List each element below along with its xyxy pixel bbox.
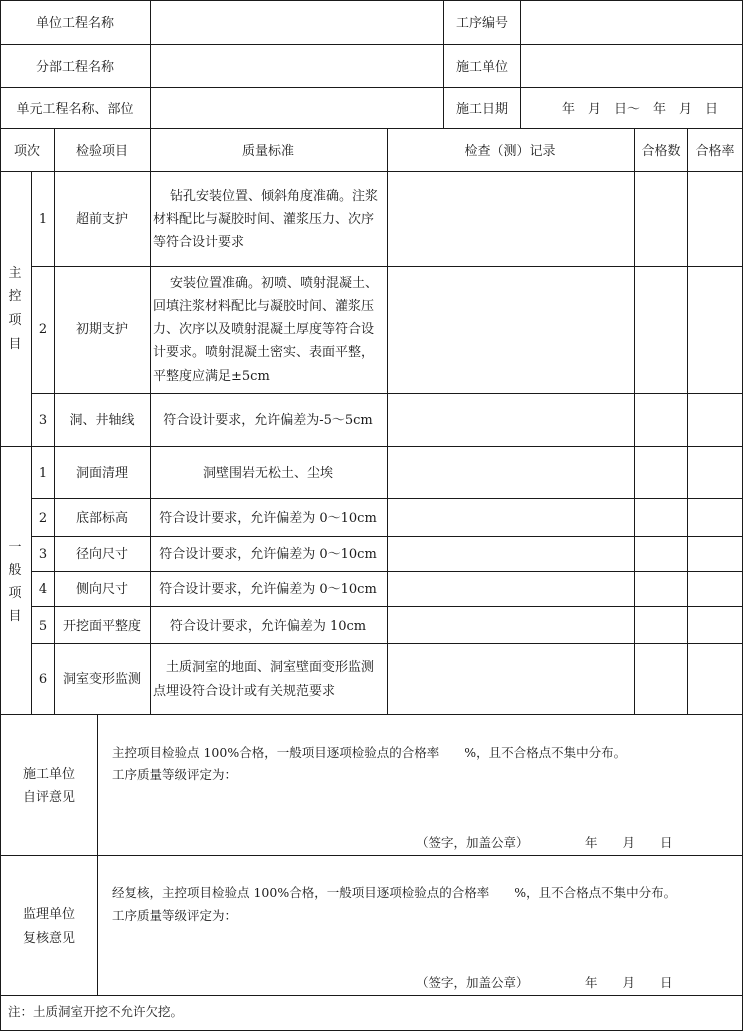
self-eval-date[interactable]: 年 月 日 — [585, 835, 673, 850]
row-no: 2 — [38, 511, 48, 526]
supervisor-eval-label: 复核意见 — [22, 931, 76, 946]
date-value[interactable]: 年 月 日～ 年 月 日 — [562, 102, 719, 117]
row-item: 侧向尺寸 — [75, 582, 129, 597]
row-standard-line: 等符合设计要求 — [153, 235, 245, 250]
main-group-char: 主 — [8, 266, 22, 281]
table-row — [39, 659, 374, 699]
table-row — [39, 581, 377, 597]
main-group-char: 项 — [8, 313, 22, 328]
row-standard-line: 钻孔安装位置、倾斜角度准确。注浆 — [170, 189, 379, 204]
self-eval-grade[interactable]: 工序质量等级评定为： — [112, 767, 238, 782]
process-no-label: 工序编号 — [455, 16, 509, 31]
supervisor-eval-section — [23, 885, 676, 990]
table-row — [39, 412, 373, 428]
row-standard-line: 力、次序以及喷射混凝土厚度等符合设 — [153, 322, 375, 337]
self-eval-text: 主控项目检验点 100%合格，一般项目逐项检验点的合格率 %，且不合格点不集中分布。 — [112, 745, 627, 760]
row-standard-line: 安装位置准确。初喷、喷射混凝土、 — [170, 276, 379, 291]
table-row — [39, 188, 378, 250]
row-no: 3 — [38, 413, 48, 428]
row-item: 超前支护 — [75, 212, 129, 227]
col-standard: 质量标准 — [241, 144, 295, 159]
row-standard-line: 符合设计要求，允许偏差为-5～5cm — [163, 413, 373, 428]
self-eval-section — [23, 745, 673, 850]
row-standard-line: 材料配比与凝胶时间、灌浆压力、次序 — [153, 212, 375, 227]
supervisor-eval-date[interactable]: 年 月 日 — [585, 975, 673, 990]
general-group-char: 般 — [8, 563, 22, 578]
row-standard-line: 符合设计要求，允许偏差为 0～10cm — [159, 511, 377, 526]
row-no: 2 — [38, 322, 48, 337]
supervisor-eval-text: 经复核，主控项目检验点 100%合格，一般项目逐项检验点的合格率 %，且不合格点不集中分布。 — [112, 885, 677, 900]
element-label: 单元工程名称、部位 — [16, 102, 134, 117]
table-row — [39, 465, 334, 481]
row-item: 底部标高 — [75, 511, 129, 526]
row-item: 初期支护 — [75, 322, 129, 337]
table-row — [39, 618, 366, 634]
main-group-char: 控 — [8, 289, 22, 304]
general-group-label — [8, 540, 22, 624]
col-item: 检验项目 — [75, 144, 129, 159]
col-pass-rate: 合格率 — [695, 144, 735, 159]
row-item: 洞室变形监测 — [62, 672, 142, 687]
unit-project-label: 单位工程名称 — [35, 16, 115, 31]
main-group-char: 目 — [8, 337, 22, 352]
row-item: 洞、井轴线 — [69, 413, 135, 428]
row-no: 1 — [38, 212, 48, 227]
row-no: 6 — [38, 672, 48, 687]
contractor-label: 施工单位 — [455, 60, 509, 75]
col-item-no: 项次 — [13, 144, 41, 159]
general-group-char: 项 — [8, 586, 22, 601]
row-standard-line: 符合设计要求，允许偏差为 10cm — [169, 619, 367, 634]
row-standard-line: 洞壁围岩无松土、尘埃 — [202, 466, 334, 481]
row-standard-line: 平整度应满足±5cm — [153, 369, 270, 384]
table-row — [39, 546, 377, 562]
division-label: 分部工程名称 — [35, 60, 115, 75]
row-item: 开挖面平整度 — [62, 619, 142, 634]
row-standard-line: 符合设计要求，允许偏差为 0～10cm — [159, 547, 377, 562]
col-record: 检查（测）记录 — [464, 144, 556, 159]
row-item: 洞面清理 — [75, 466, 129, 481]
column-headers — [14, 143, 735, 159]
self-eval-label: 自评意见 — [22, 790, 76, 805]
main-group-label — [8, 266, 22, 352]
self-eval-label: 施工单位 — [22, 767, 76, 782]
row-standard-line: 计要求。喷射混凝土密实、表面平整， — [153, 345, 375, 360]
row-standard-line: 符合设计要求，允许偏差为 0～10cm — [159, 582, 377, 597]
self-eval-sign[interactable]: （签字，加盖公章） — [416, 835, 529, 850]
row-no: 1 — [38, 466, 48, 481]
row-item: 径向尺寸 — [75, 547, 129, 562]
footnote: 注：土质洞室开挖不允许欠挖。 — [8, 1004, 184, 1019]
general-group-char: 一 — [8, 540, 22, 555]
row-standard-line: 土质洞室的地面、洞室壁面变形监测 — [166, 660, 375, 675]
date-label: 施工日期 — [455, 102, 509, 117]
supervisor-eval-sign[interactable]: （签字，加盖公章） — [416, 975, 529, 990]
table-row — [39, 510, 377, 526]
supervisor-eval-label: 监理单位 — [22, 907, 76, 922]
supervisor-eval-grade[interactable]: 工序质量等级评定为： — [112, 908, 238, 923]
row-no: 4 — [38, 582, 48, 597]
row-no: 5 — [38, 619, 48, 634]
row-standard-line: 点埋设符合设计或有关规范要求 — [153, 684, 336, 699]
row-no: 3 — [38, 547, 48, 562]
row-standard-line: 回填注浆材料配比与凝胶时间、灌浆压 — [153, 299, 375, 314]
table-row — [39, 275, 378, 384]
col-pass-count: 合格数 — [641, 144, 681, 159]
general-group-char: 目 — [8, 609, 22, 624]
